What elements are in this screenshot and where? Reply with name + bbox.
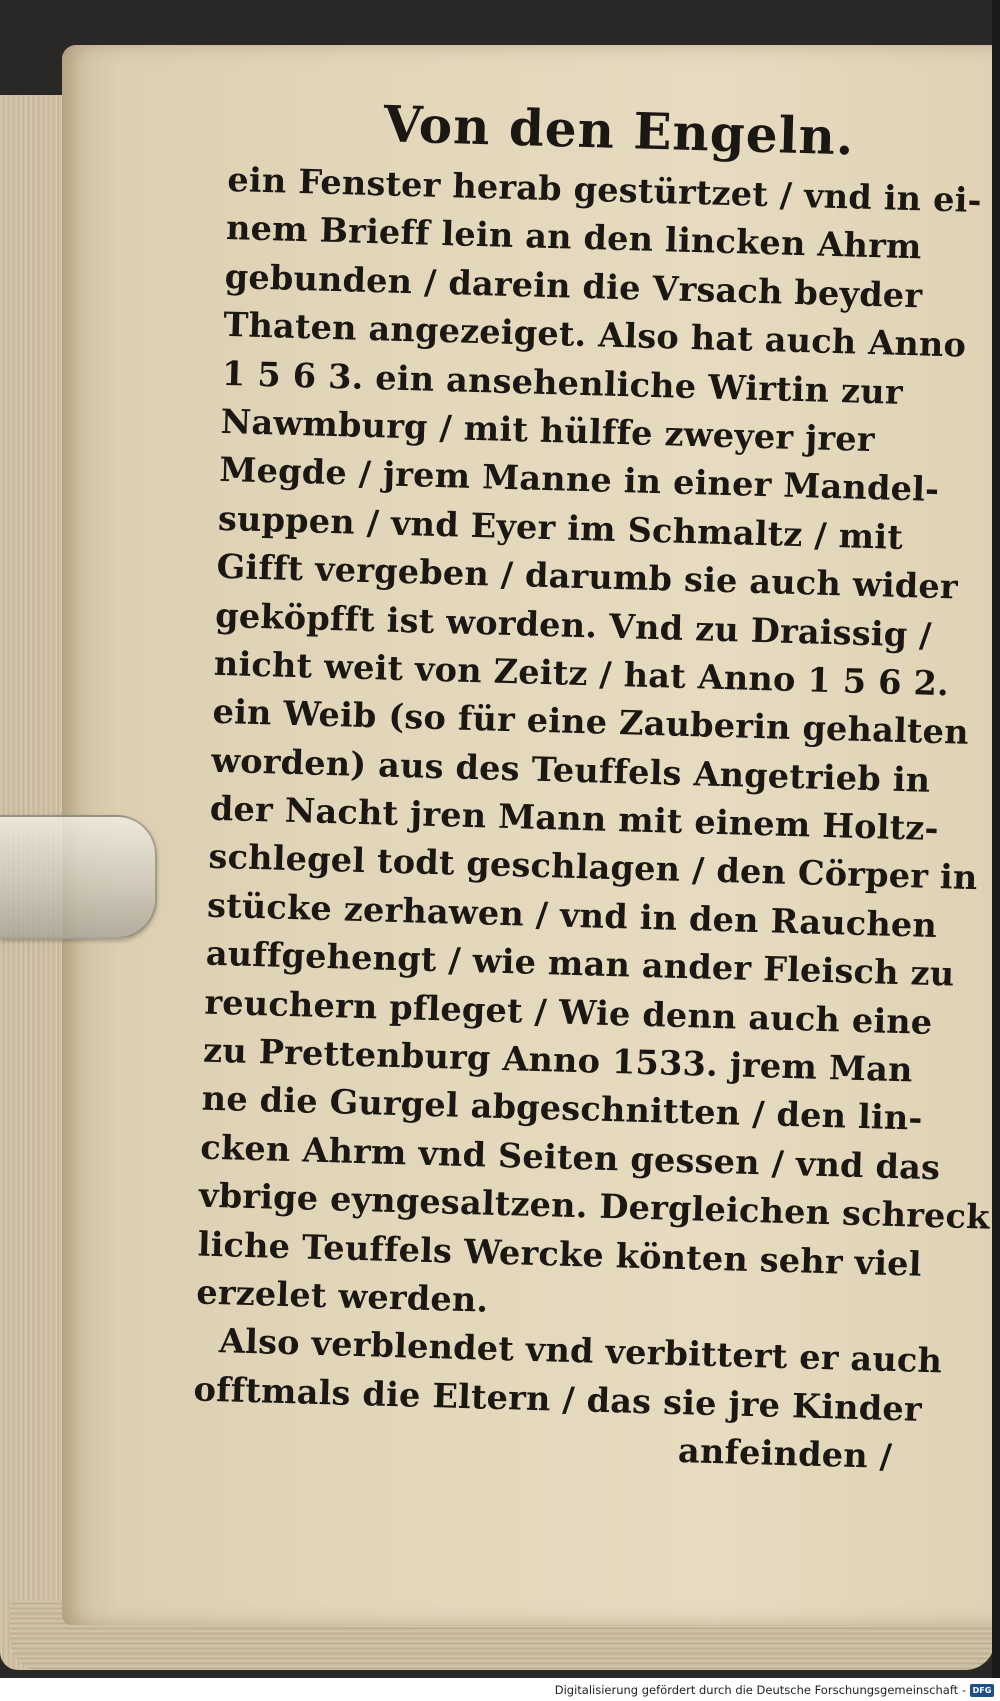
footer-bar bbox=[0, 1680, 1000, 1701]
text-line: stücke zerhawen / vnd in den Rauchen bbox=[206, 885, 938, 945]
catchword: anfeinden / bbox=[677, 1431, 893, 1477]
text-line: gebunden / darein die Vrsach beyder bbox=[224, 256, 923, 316]
text-line: Nawmburg / mit hülffe zweyer jrer bbox=[220, 401, 876, 460]
footer-credit: Digitalisierung gefördert durch die Deutsche Forschungsgemeinschaft - bbox=[554, 1683, 966, 1697]
text-line: zu Prettenburg Anno 1533. jrem Man bbox=[202, 1030, 914, 1090]
text-line: nem Brieff lein an den lincken Ahrm bbox=[225, 208, 923, 267]
text-line: reuchern pfleget / Wie denn auch eine bbox=[203, 982, 933, 1042]
text-line: der Nacht jren Mann mit einem Holtz- bbox=[209, 788, 940, 849]
text-line: ne die Gurgel abgeschnitten / den lin- bbox=[201, 1079, 924, 1139]
text-line: geköpfft ist worden. Vnd zu Draissig / bbox=[214, 595, 933, 655]
page-clip bbox=[0, 815, 157, 939]
dfg-logo: DFG bbox=[970, 1684, 994, 1697]
text-line: Also verblendet vnd verbittert er auch bbox=[218, 1321, 943, 1381]
page-heading: Von den Engeln. bbox=[382, 94, 856, 167]
text-line: 1 5 6 3. ein ansehenliche Wirtin zur bbox=[221, 353, 904, 412]
text-line: Gifft vergeben / darumb sie auch wider bbox=[216, 546, 959, 607]
text-line: worden) aus des Teuffels Angetrieb in bbox=[210, 740, 931, 800]
text-line: auffgehengt / wie man ander Fleisch zu bbox=[205, 933, 955, 994]
page-text bbox=[192, 90, 990, 1483]
text-line: offtmals die Eltern / das sie jre Kinder bbox=[193, 1369, 923, 1429]
text-line: erzelet werden. bbox=[195, 1272, 489, 1320]
text-line: suppen / vnd Eyer im Schmaltz / mit bbox=[217, 498, 904, 557]
text-line: cken Ahrm vnd Seiten gessen / vnd das bbox=[199, 1127, 941, 1188]
text-line: ein Fenster herab gestürtzet / vnd in ei- bbox=[226, 159, 983, 221]
text-line: nicht weit von Zeitz / hat Anno 1 5 6 2. bbox=[213, 643, 950, 704]
text-line: vbrige eyngesaltzen. Dergleichen schreck bbox=[198, 1175, 991, 1237]
text-line: schlegel todt geschlagen / den Cörper in bbox=[208, 837, 978, 898]
text-line: ein Weib (so für eine Zauberin gehalten bbox=[212, 692, 970, 753]
scan-border bbox=[992, 0, 1000, 1678]
text-line: liche Teuffels Wercke könten sehr viel bbox=[197, 1224, 923, 1284]
text-line: Thaten angezeiget. Also hat auch Anno bbox=[222, 305, 967, 365]
text-line: Megde / jrem Manne in einer Mandel- bbox=[218, 450, 940, 510]
